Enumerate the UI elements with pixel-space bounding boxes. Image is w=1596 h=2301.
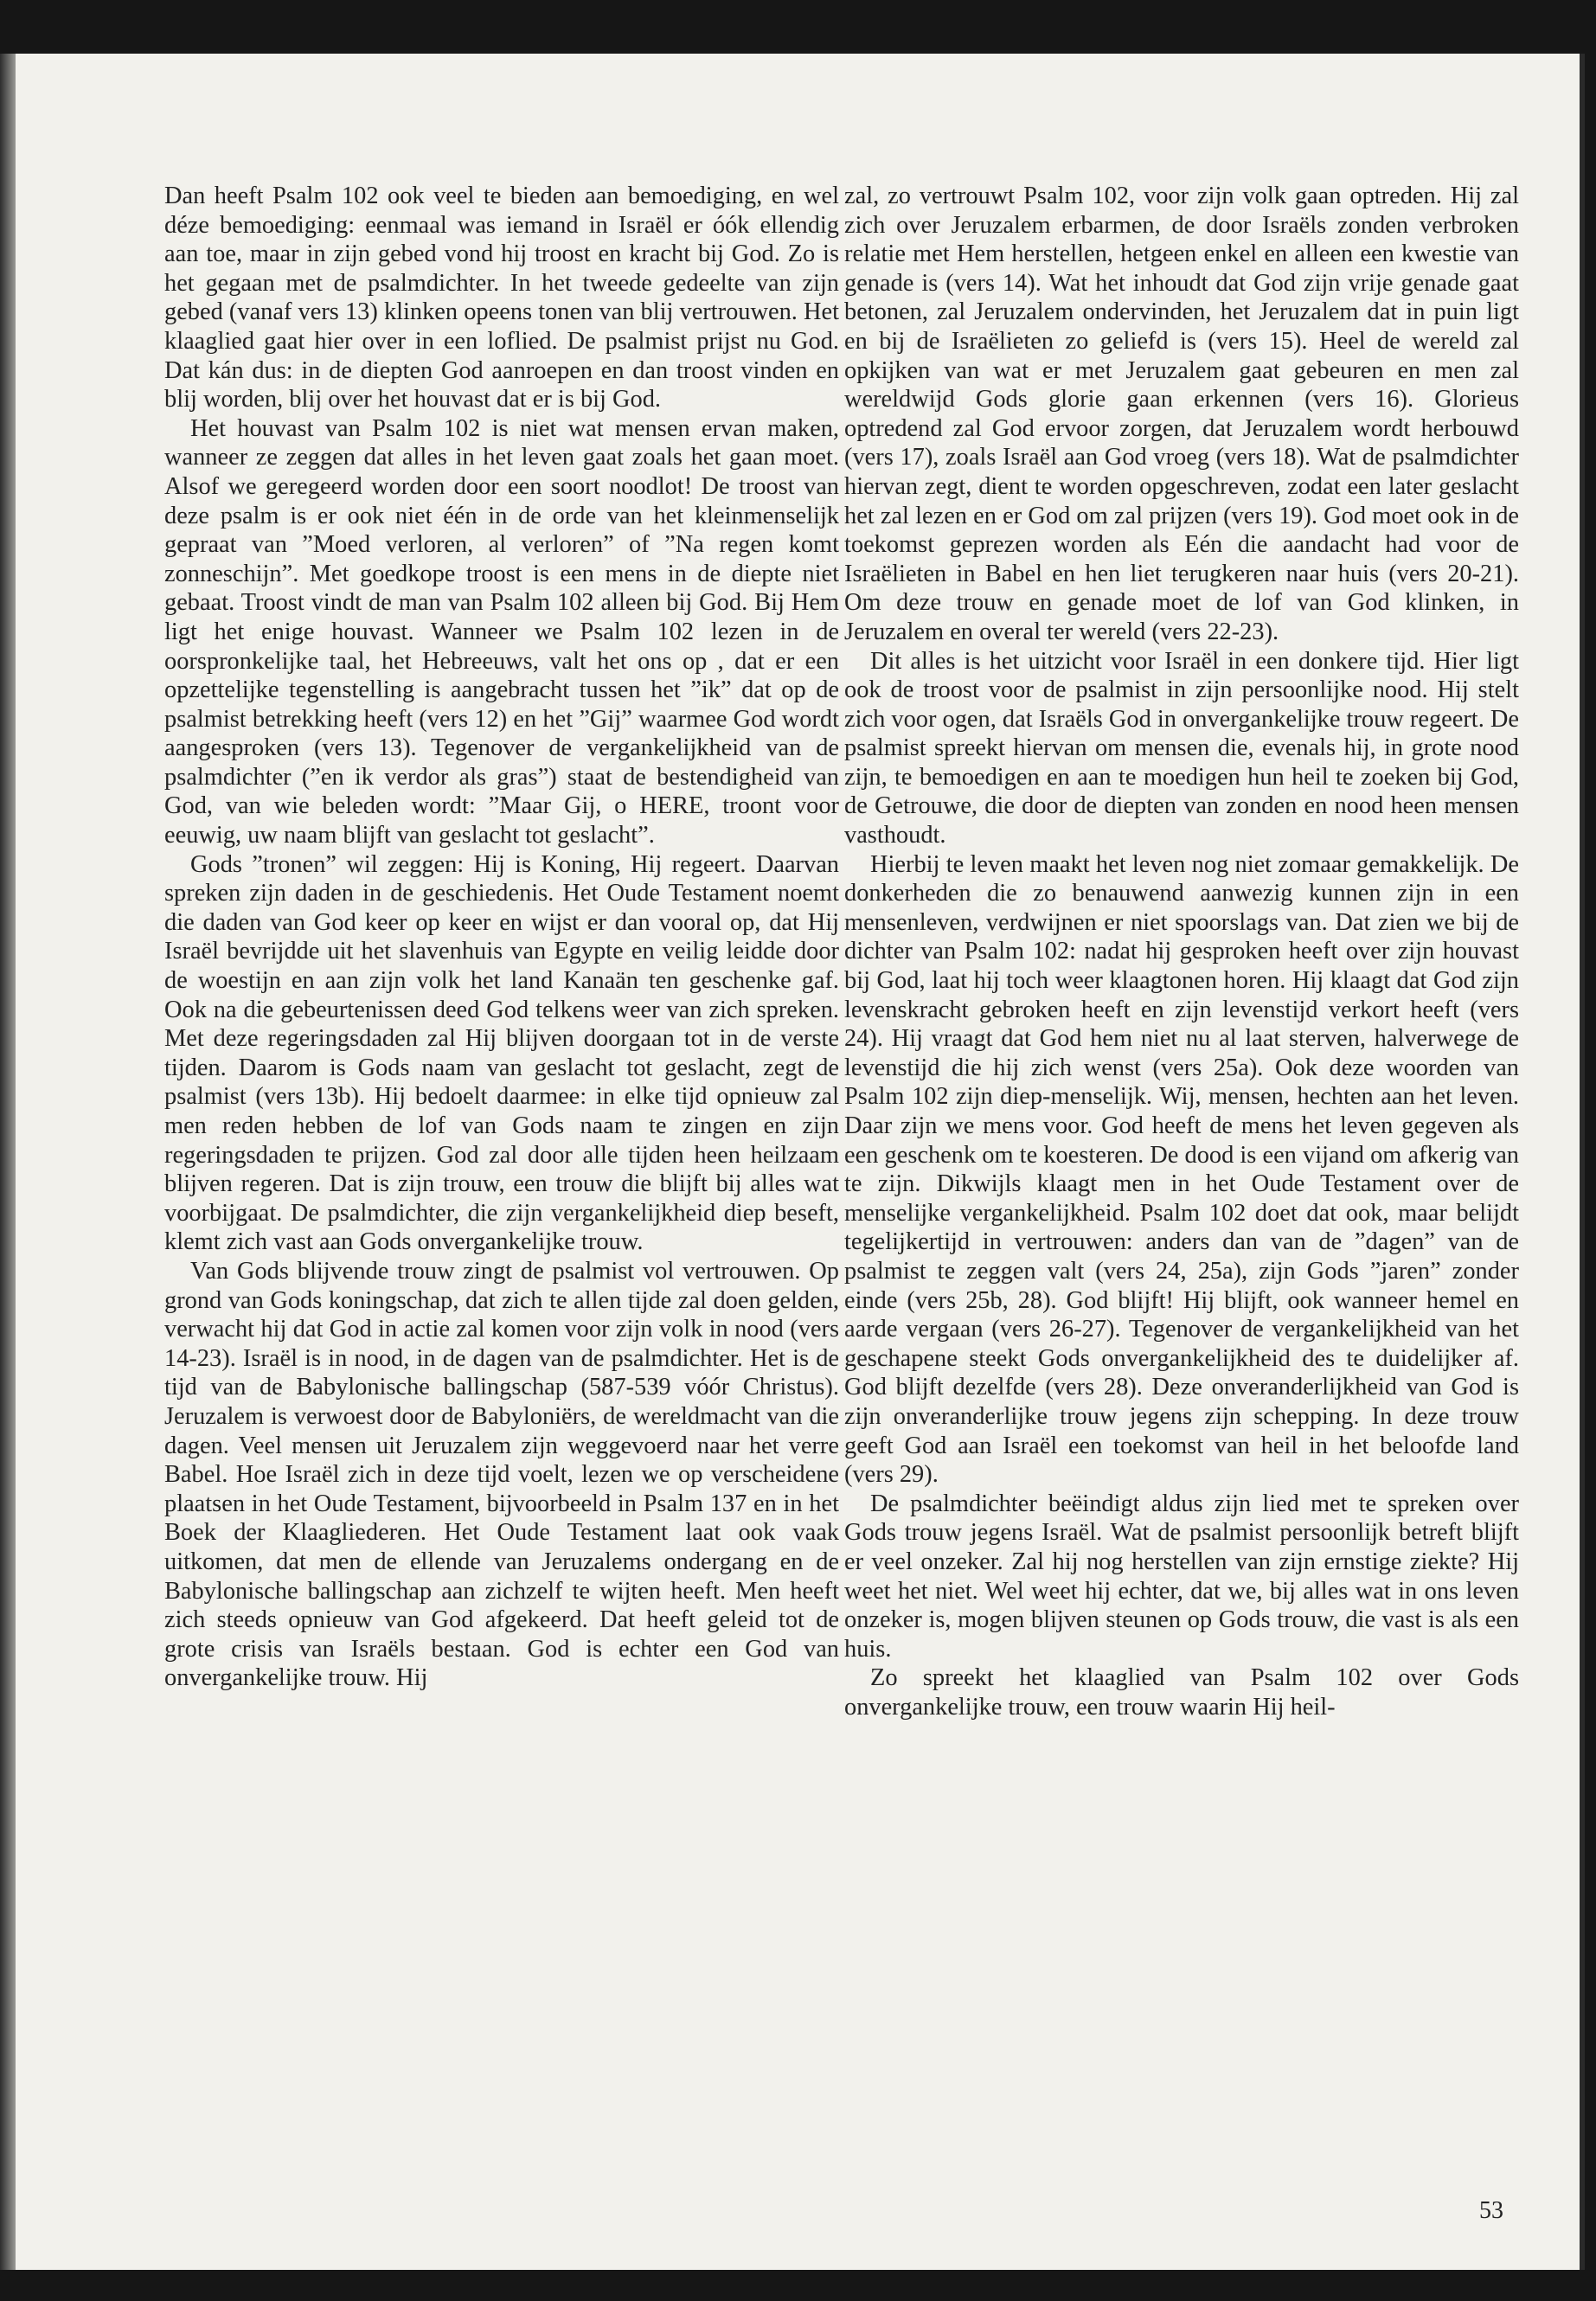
paragraph: zal, zo vertrouwt Psalm 102, voor zijn volk gaan optreden. Hij zal zich over Jeruzalem erbarmen, de door Israëls zonden verbroken relatie met Hem herstellen, hetgeen enkel en alleen een kwestie van genade is (vers 14). Wat het inhoudt dat God zijn vrije genade gaat betonen, zal Jeruzalem ondervinden, het Jeruzalem dat in puin ligt en bij de Israëlieten zo geliefd is (vers 15). Heel de wereld zal opkijken van wat er met Jeruzalem gaat gebeuren en men zal wereldwijd Gods glorie gaan erkennen (vers 16). Glorieus optredend zal God ervoor zorgen, dat Jeruzalem wordt herbouwd (vers 17), zoals Israël aan God vroeg (vers 18). Wat de psalmdichter hiervan zegt, dient te worden opgeschreven, zodat een later geslacht het zal lezen en er God om zal prijzen (vers 19). God moet ook in de toekomst geprezen worden als Eén die aandacht had voor de Israëlieten in Babel en hen liet terugkeren naar huis (vers 20-21). Om deze trouw en genade moet de lof van God klinken, in Jeruzalem en overal ter wereld (vers 22-23). bbox=[844, 183, 1519, 645]
paragraph: De psalmdichter beëindigt aldus zijn lied met te spreken over Gods trouw jegens Israël. Wat de psalmist persoonlijk betreft blijft er veel onzeker. Zal hij nog herstellen van zijn ernstige ziekte? Hij weet het niet. Wel weet hij echter, dat we, bij alles wat in ons leven onzeker is, mogen blijven steunen op Gods trouw, die vast is als een huis. bbox=[844, 1490, 1519, 1663]
paragraph: Het houvast van Psalm 102 is niet wat mensen ervan maken, wanneer ze zeggen dat alles in het leven gaat zoals het gaan moet. Alsof we geregeerd worden door een soort noodlot! De troost van deze psalm is er ook niet één in de orde van het kleinmenselijk gepraat van ”Moed verloren, al verloren” of ”Na regen komt zonneschijn”. Met goedkope troost is een mens in de diepte niet gebaat. Troost vindt de man van Psalm 102 alleen bij God. Bij Hem ligt het enige houvast. Wanneer we Psalm 102 lezen in de oorspronkelijke taal, het Hebreeuws, valt het ons op , dat er een opzettelijke tegenstelling is aangebracht tussen het ”ik” dat op de psalmist betrekking heeft (vers 12) en het ”Gij” waarmee God wordt aangesproken (vers 13). Tegenover de vergankelijkheid van de psalmdichter (”en ik verdor als gras”) staat de bestendigheid van God, van wie beleden wordt: ”Maar Gij, o HERE, troont voor eeuwig, uw naam blijft van geslacht tot geslacht”. bbox=[164, 414, 839, 849]
paragraph: Hierbij te leven maakt het leven nog niet zomaar gemakkelijk. De donkerheden die zo benauwend aanwezig kunnen zijn in een mensenleven, verdwijnen er niet spoorslags van. Dat zien we bij de dichter van Psalm 102: nadat hij gesproken heeft over zijn houvast bij God, laat hij toch weer klaagtonen horen. Hij klaagt dat God zijn levenskracht gebroken heeft en zijn levenstijd verkort heeft (vers 24). Hij vraagt dat God hem niet nu al laat sterven, halverwege de levenstijd die hij zich wenst (vers 25a). Ook deze woorden van Psalm 102 zijn diep-menselijk. Wij, mensen, hechten aan het leven. Daar zijn we mens voor. God heeft de mens het leven gegeven als een geschenk om te koesteren. De dood is een vijand om afkerig van te zijn. Dikwijls klaagt men in het Oude Testament over de menselijke vergankelijkheid. Psalm 102 doet dat ook, maar belijdt tegelijkertijd in vertrouwen: anders dan van de ”dagen” van de psalmist te zeggen valt (vers 24, 25a), zijn Gods ”jaren” zonder einde (vers 25b, 28). God blijft! Hij blijft, ook wanneer hemel en aarde vergaan (vers 26-27). Tegenover de vergankelijkheid van het geschapene steekt Gods onvergankelijkheid des te duidelijker af. God blijft dezelfde (vers 28). Deze onveranderlijkheid van God is zijn onveranderlijke trouw jegens zijn schepping. In deze trouw geeft God aan Israël een toekomst van heil in het beloofde land (vers 29). bbox=[844, 850, 1519, 1489]
paragraph: Van Gods blijvende trouw zingt de psalmist vol vertrouwen. Op grond van Gods koningschap, dat zich te allen tijde zal doen gelden, verwacht hij dat God in actie zal komen voor zijn volk in nood (vers 14-23). Israël is in nood, in de dagen van de psalmdichter. Het is de tijd van de Babylonische ballingschap (587-539 vóór Christus). Jeruzalem is verwoest door de Babyloniërs, de wereldmacht van die dagen. Veel mensen uit Jeruzalem zijn weggevoerd naar het verre Babel. Hoe Israël zich in deze tijd voelt, lezen we op verscheidene plaatsen in het Oude Testament, bijvoorbeeld in Psalm 137 en in het Boek der Klaagliederen. Het Oude Testament laat ook vaak uitkomen, dat men de ellende van Jeruzalems ondergang en de Babylonische ballingschap aan zichzelf te wijten heeft. Men heeft zich steeds opnieuw van God afgekeerd. Dat heeft geleid tot de grote crisis van Israëls bestaan. God is echter een God van onvergankelijke trouw. Hij bbox=[164, 1257, 839, 1692]
paragraph: Dan heeft Psalm 102 ook veel te bieden aan bemoediging, en wel déze bemoediging: eenmaal was iemand in Israël er óók ellendig aan toe, maar in zijn gebed vond hij troost en kracht bij God. Zo is het gegaan met de psalmdichter. In het tweede gedeelte van zijn gebed (vanaf vers 13) klinken opeens tonen van blij vertrouwen. Het klaaglied gaat hier over in een loflied. De psalmist prijst nu God. Dat kán dus: in de diepten God aanroepen en dan troost vinden en blij worden, blij over het houvast dat er is bij God. bbox=[164, 183, 839, 413]
left-column bbox=[164, 182, 839, 1693]
page-number: 53 bbox=[1479, 2197, 1503, 2224]
paragraph: Gods ”tronen” wil zeggen: Hij is Koning, Hij regeert. Daarvan spreken zijn daden in de geschiedenis. Het Oude Testament noemt die daden van God keer op keer en wijst er dan vooral op, dat Hij Israël bevrijdde uit het slavenhuis van Egypte en veilig leidde door de woestijn en aan zijn volk het land Kanaän ten geschenke gaf. Ook na die gebeurtenissen deed God telkens weer van zich spreken. Met deze regeringsdaden zal Hij blijven doorgaan tot in de verste tijden. Daarom is Gods naam van geslacht tot geslacht, zegt de psalmist (vers 13b). Hij bedoelt daarmee: in elke tijd opnieuw zal men reden hebben de lof van Gods naam te zingen en zijn regeringsdaden te prijzen. God zal door alle tijden heen heilzaam blijven regeren. Dat is zijn trouw, een trouw die blijft bij alles wat voorbijgaat. De psalmdichter, die zijn vergankelijkheid diep beseft, klemt zich vast aan Gods onvergankelijke trouw. bbox=[164, 850, 839, 1256]
book-binding-edge bbox=[0, 54, 16, 2270]
paragraph: Dit alles is het uitzicht voor Israël in een donkere tijd. Hier ligt ook de troost voor de psalmist in zijn persoonlijke nood. Hij stelt zich voor ogen, dat Israëls God in onvergankelijke trouw regeert. De psalmist spreekt hiervan om mensen die, evenals hij, in grote nood zijn, te bemoedigen en aan te moedigen hun heil te zoeken bij God, de Getrouwe, die door de diepten van zonden en nood heen mensen vasthoudt. bbox=[844, 647, 1519, 849]
right-column bbox=[844, 182, 1519, 1721]
book-page bbox=[16, 54, 1585, 2270]
paragraph: Zo spreekt het klaaglied van Psalm 102 over Gods onvergankelijke trouw, een trouw waarin Hij heil- bbox=[844, 1664, 1519, 1721]
